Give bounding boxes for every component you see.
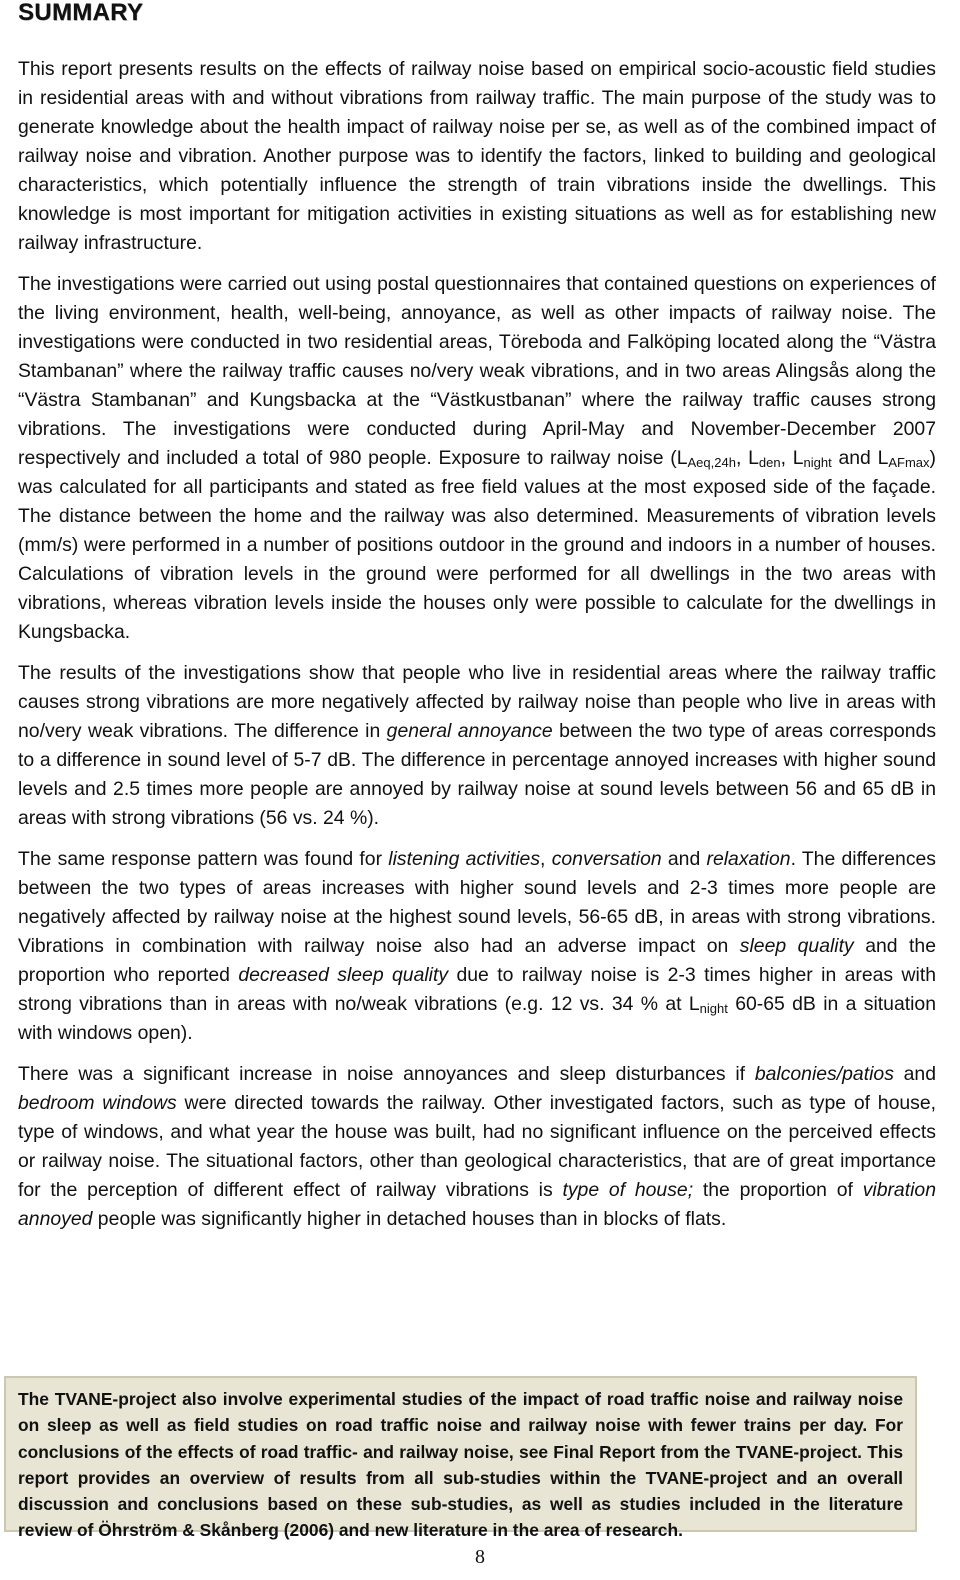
- paragraph-factors: There was a significant increase in noise annoyances and sleep disturbances if balconies/patios and bedroom windows were directed towards the railway. Other investigated factors, such as type of house, type of windows, and what year the house was built, had no significant influence on the perceived effects or railway noise. The situational factors, other than geological characteristics, that are of great importance for the perception of different effect of railway vibrations is type of house; the proportion of vibration annoyed people was significantly higher in detached houses than in blocks of flats.: [18, 1063, 937, 1230]
- tvane-info-text: The TVANE-project also involve experimental studies of the impact of road traffic noise and railway noise on sleep as well as field studies on road traffic noise and railway noise with fewer trains per day. For conclusions of the effects of road traffic- and railway noise, see Final Report from the TVANE-project. This report provides an overview of results from all sub-studies within the TVANE-project and an overall discussion and conclusions based on these sub-studies, as well as studies included in the literature review of Öhrström & Skånberg (2006) and new literature in the area of research.: [18, 1389, 903, 1541]
- paragraph-methods: The investigations were carried out using postal questionnaires that contained questions on experiences of the living environment, health, well-being, annoyance, as well as other impacts of railway noise. The investigations were conducted in two residential areas, Töreboda and Falköping located along the “Västra Stambanan” where the railway traffic causes no/very weak vibrations, and in two areas Alingsås along the “Västra Stambanan” and Kungsbacka at the “Västkustbanan” where the railway traffic causes strong vibrations. The investigations were conducted during April-May and November-December 2007 respectively and included a total of 980 people. Exposure to railway noise ($L_{Aeq,24h}$, $L_{den}$, $L_{night}$ and $L_{AFmax}$) was calculated for all participants and stated as free field values at the most exposed side of the façade. The distance between the home and the railway was also determined. Measurements of vibration levels (mm/s) were performed in a number of positions outdoor in the ground and indoors in a number of houses. Calculations of vibration levels in the ground were performed for all dwellings in the two areas with vibrations, whereas vibration levels inside the houses only were possible to calculate for the dwellings in Kungsbacka.: [18, 273, 936, 643]
- page-number: 8: [475, 1546, 485, 1568]
- paragraph-response-pattern: The same response pattern was found for listening activities, conversation and relaxation. The differences between the two types of areas increases with higher sound levels and 2-3 times more people are negatively affected by railway noise at the highest sound levels, 56-65 dB, in areas with strong vibrations. Vibrations in combination with railway noise also had an adverse impact on sleep quality and the proportion who reported decreased sleep quality due to railway noise is 2-3 times higher in areas with strong vibrations than in areas with no/weak vibrations (e.g. 12 vs. 34 % at $L_{night}$ 60-65 dB in a situation with windows open).: [18, 848, 937, 1044]
- section-heading: SUMMARY: [18, 0, 144, 26]
- paragraph-results: The results of the investigations show that people who live in residential areas where the railway traffic causes strong vibrations are more negatively affected by railway noise than people who live in areas with no/very weak vibrations. The difference in general annoyance between the two type of areas corresponds to a difference in sound level of 5-7 dB. The difference in percentage annoyed increases with higher sound levels and 2.5 times more people are annoyed by railway noise at sound levels between 56 and 65 dB in areas with strong vibrations (56 vs. 24 %).: [18, 662, 937, 829]
- paragraph-intro: This report presents results on the effects of railway noise based on empirical socio-acoustic field studies in residential areas with and without vibrations from railway traffic. The main purpose of the study was to generate knowledge about the health impact of railway noise per se, as well as of the combined impact of railway noise and vibration. Another purpose was to identify the factors, linked to building and geological characteristics, which potentially influence the strength of train vibrations inside the dwellings. This knowledge is most important for mitigation activities in existing situations as well as for establishing new railway infrastructure.: [18, 58, 936, 254]
- tvane-info-box: [4, 1376, 917, 1541]
- page-content: [18, 0, 936, 1246]
